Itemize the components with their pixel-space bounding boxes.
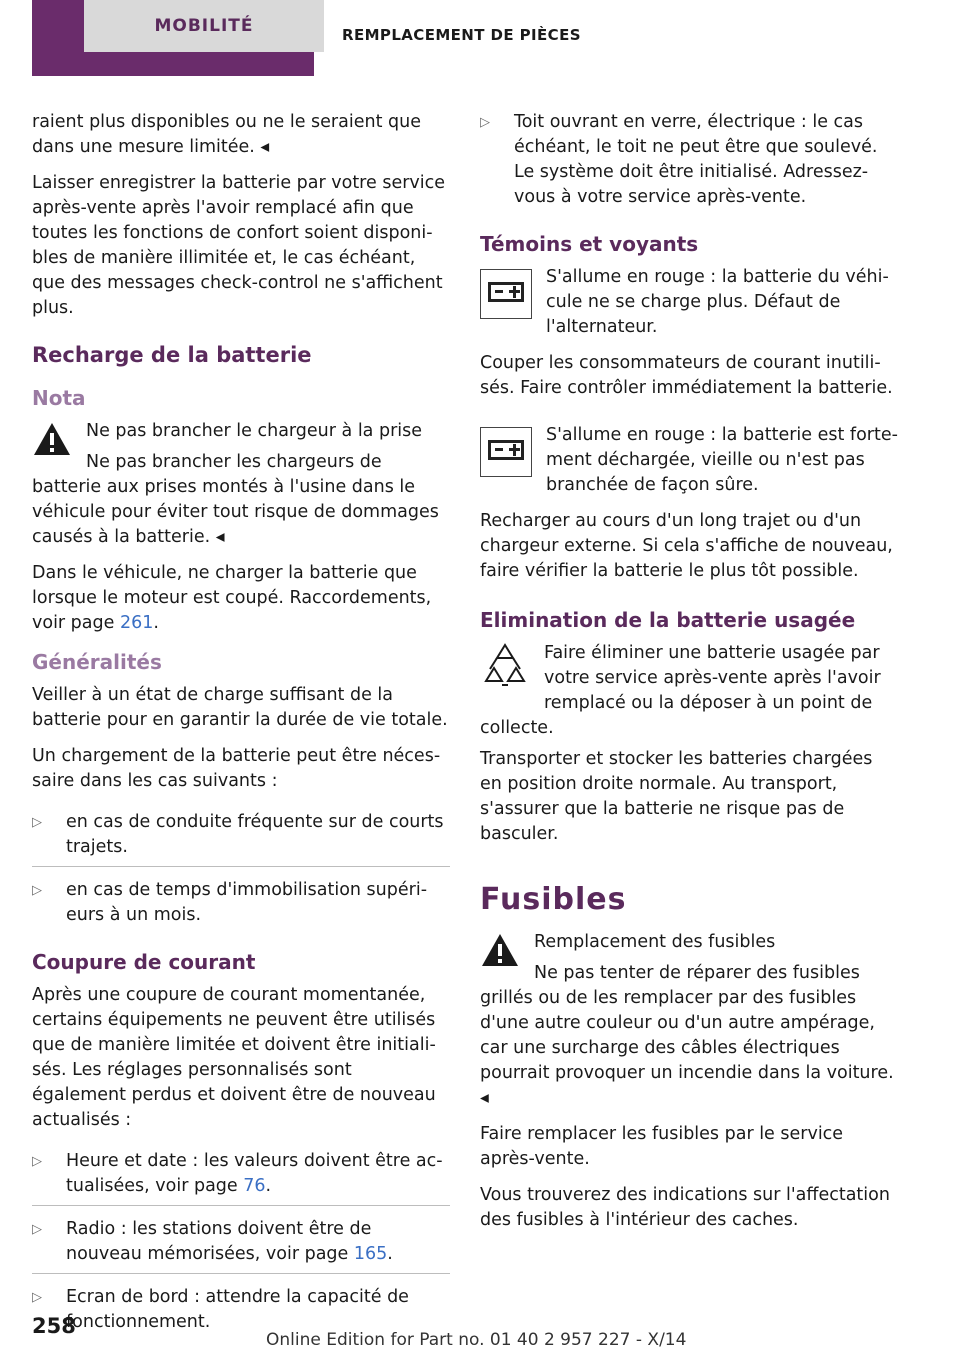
right-column <box>480 110 898 1244</box>
chapter-tab <box>32 0 314 76</box>
paragraph: Transporter et stocker les batteries chargées en position droite normale. Au transport, s'assurer que la batterie ne risque pas de basculer. <box>480 749 873 844</box>
text: . <box>153 613 159 633</box>
bullet-icon: ▷ <box>32 1154 42 1169</box>
list-item <box>480 110 898 210</box>
heading-elimination: Elimination de la batterie usagée <box>480 608 856 632</box>
list-item-text: Radio : les stations doivent être de nouveau mémorisées, voir page <box>66 1219 372 1264</box>
list-item: ▷ Heure et date : les valeurs doivent être actualisées, voir page 76. <box>32 1149 450 1199</box>
warning-text: Ne pas tenter de réparer des fusibles grillés ou de les remplacer par des fusibles d'une autre couleur ou d'un autre ampérage, car une surcharge des câbles électriques pourrait provoquer un incendie dans la voiture. ◂ <box>480 963 894 1108</box>
paragraph: Couper les consommateurs de courant inutilisés. Faire contrôler immédiatement la batterie. <box>480 353 893 398</box>
warning-block <box>480 930 898 1122</box>
warning-title: Remplacement des fusibles <box>534 932 776 952</box>
list-item <box>32 1285 450 1335</box>
warning-block <box>32 419 450 561</box>
section-title: REMPLACEMENT DE PIÈCES <box>342 26 581 44</box>
indicator-text: S'allume en rouge : la batterie est fortement déchargée, vieille ou n'est pas branchée de façon sûre. <box>546 425 898 495</box>
recycle-text: Faire éliminer une batterie usagée par votre service après-vente après l'avoir remplacé ou la déposer à un point de collecte. <box>480 643 881 738</box>
text: Dans le véhicule, ne charger la batterie que lorsque le moteur est coupé. Raccordements, voir page <box>32 563 432 633</box>
bullet-icon: ▷ <box>480 115 490 130</box>
heading-recharge: Recharge de la batterie <box>32 343 312 367</box>
page-number: 258 <box>32 1314 76 1338</box>
list-item-text: Toit ouvrant en verre, électrique : le cas échéant, le toit ne peut être que soulevé. Le système doit être initialisé. Adressez-vous à votre service après-vente. <box>514 112 878 207</box>
warning-title: Ne pas brancher le chargeur à la prise <box>86 421 423 441</box>
recycle-icon <box>480 641 530 691</box>
bullet-icon: ▷ <box>32 1222 42 1237</box>
heading-nota: Nota <box>32 386 86 410</box>
paragraph: Recharger au cours d'un long trajet ou d'un chargeur externe. Si cela s'affiche de nouveau, faire vérifier la batterie le plus tôt possible. <box>480 511 893 581</box>
chapter-tab-label: MOBILITÉ <box>84 0 324 52</box>
list-item-text: en cas de conduite fréquente sur de courts trajets. <box>66 812 444 857</box>
paragraph: Laisser enregistrer la batterie par votre service après-vente après l'avoir remplacé afin que toutes les fonctions de confort soient disponibles de manière illimitée et, le cas échéant, que des messages check-control ne s'affichent plus. <box>32 173 446 318</box>
left-column <box>32 110 450 1346</box>
paragraph <box>32 561 450 636</box>
heading-coupure: Coupure de courant <box>32 950 256 974</box>
paragraph: Vous trouverez des indications sur l'affectation des fusibles à l'intérieur des caches. <box>480 1185 890 1230</box>
battery-warning-icon <box>480 427 532 477</box>
indicator-text: S'allume en rouge : la batterie du véhicule ne se charge plus. Défaut de l'alternateur. <box>546 267 889 337</box>
indicator-block <box>480 265 898 351</box>
indicator-block <box>480 423 898 509</box>
paragraph: Après une coupure de courant momentanée, certains équipements ne peuvent être utilisés que de manière limitée et doivent être initialisés. Les réglages personnalisés sont également perdus et doivent être de nouveau actualisés : <box>32 985 436 1130</box>
heading-fusibles: Fusibles <box>480 882 627 917</box>
divider <box>32 1273 450 1274</box>
divider <box>32 866 450 867</box>
battery-warning-icon <box>480 269 532 319</box>
edition-note: Online Edition for Part no. 01 40 2 957 227 - X/14 <box>266 1330 687 1350</box>
page-link[interactable]: 261 <box>119 613 154 633</box>
heading-temoins: Témoins et voyants <box>480 232 699 256</box>
paragraph: Un chargement de la batterie peut être nécessaire dans les cas suivants : <box>32 746 441 791</box>
list-item: ▷ Radio : les stations doivent être de nouveau mémorisées, voir page 165. <box>32 1217 450 1267</box>
paragraph: Faire remplacer les fusibles par le service après-vente. <box>480 1124 844 1169</box>
list-item <box>32 810 450 860</box>
heading-generalites: Généralités <box>32 650 162 674</box>
bullet-icon: ▷ <box>32 815 42 830</box>
divider <box>32 1205 450 1206</box>
list-item-text: en cas de temps d'immobilisation supérieurs à un mois. <box>66 880 428 925</box>
warning-text: Ne pas brancher les chargeurs de batterie aux prises montés à l'usine dans le véhicule pour éviter tout risque de dommages causés à la batterie. ◂ <box>32 452 439 547</box>
list-item <box>32 878 450 928</box>
warning-icon <box>32 421 72 457</box>
page-link[interactable]: 165 <box>353 1244 388 1264</box>
warning-icon <box>480 932 520 968</box>
list-item-text: Ecran de bord : attendre la capacité de fonctionnement. <box>66 1287 409 1332</box>
list-item-text: Heure et date : les valeurs doivent être actualisées, voir page <box>66 1151 443 1196</box>
bullet-icon: ▷ <box>32 1290 42 1305</box>
paragraph: Veiller à un état de charge suffisant de la batterie pour en garantir la durée de vie totale. <box>32 685 448 730</box>
paragraph: raient plus disponibles ou ne le seraient que dans une mesure limitée. ◂ <box>32 112 421 157</box>
bullet-icon: ▷ <box>32 883 42 898</box>
recycle-block <box>480 641 898 741</box>
page-link[interactable]: 76 <box>243 1176 266 1196</box>
